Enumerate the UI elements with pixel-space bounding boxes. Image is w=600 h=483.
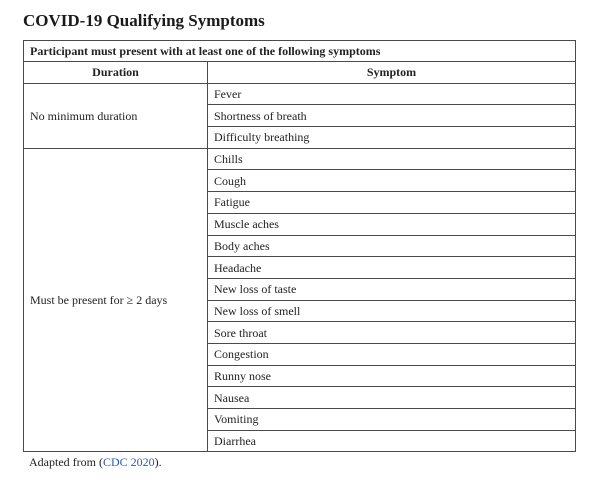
table-row xyxy=(24,83,576,105)
page-title: COVID-19 Qualifying Symptoms xyxy=(23,11,265,30)
duration-cell: No minimum duration xyxy=(24,83,208,148)
table-row xyxy=(24,148,576,170)
symptom-cell: Headache xyxy=(208,257,576,279)
symptom-cell: Shortness of breath xyxy=(208,105,576,127)
symptom-cell: Cough xyxy=(208,170,576,192)
table-caption: Participant must present with at least one of the following symptoms xyxy=(24,41,576,62)
column-header-duration: Duration xyxy=(24,62,208,84)
symptom-cell: Sore throat xyxy=(208,322,576,344)
symptoms-table xyxy=(23,40,576,452)
symptom-cell: Body aches xyxy=(208,235,576,257)
symptom-cell: Runny nose xyxy=(208,365,576,387)
table-header-row xyxy=(24,62,576,84)
source-caption xyxy=(29,455,162,470)
symptom-cell: Muscle aches xyxy=(208,213,576,235)
symptom-cell: Vomiting xyxy=(208,409,576,431)
table-caption-row xyxy=(24,41,576,62)
symptom-cell: New loss of smell xyxy=(208,300,576,322)
symptom-cell: Diarrhea xyxy=(208,430,576,452)
symptom-cell: Difficulty breathing xyxy=(208,127,576,149)
symptom-cell: Fever xyxy=(208,83,576,105)
symptom-cell: Fatigue xyxy=(208,192,576,214)
column-header-symptom: Symptom xyxy=(208,62,576,84)
caption-suffix: ). xyxy=(154,455,162,469)
symptom-cell: Chills xyxy=(208,148,576,170)
symptom-cell: New loss of taste xyxy=(208,278,576,300)
cdc-citation-link[interactable]: CDC 2020 xyxy=(102,455,155,469)
symptom-cell: Nausea xyxy=(208,387,576,409)
duration-cell: Must be present for ≥ 2 days xyxy=(24,148,208,452)
caption-prefix: Adapted from ( xyxy=(29,455,103,469)
symptom-cell: Congestion xyxy=(208,343,576,365)
